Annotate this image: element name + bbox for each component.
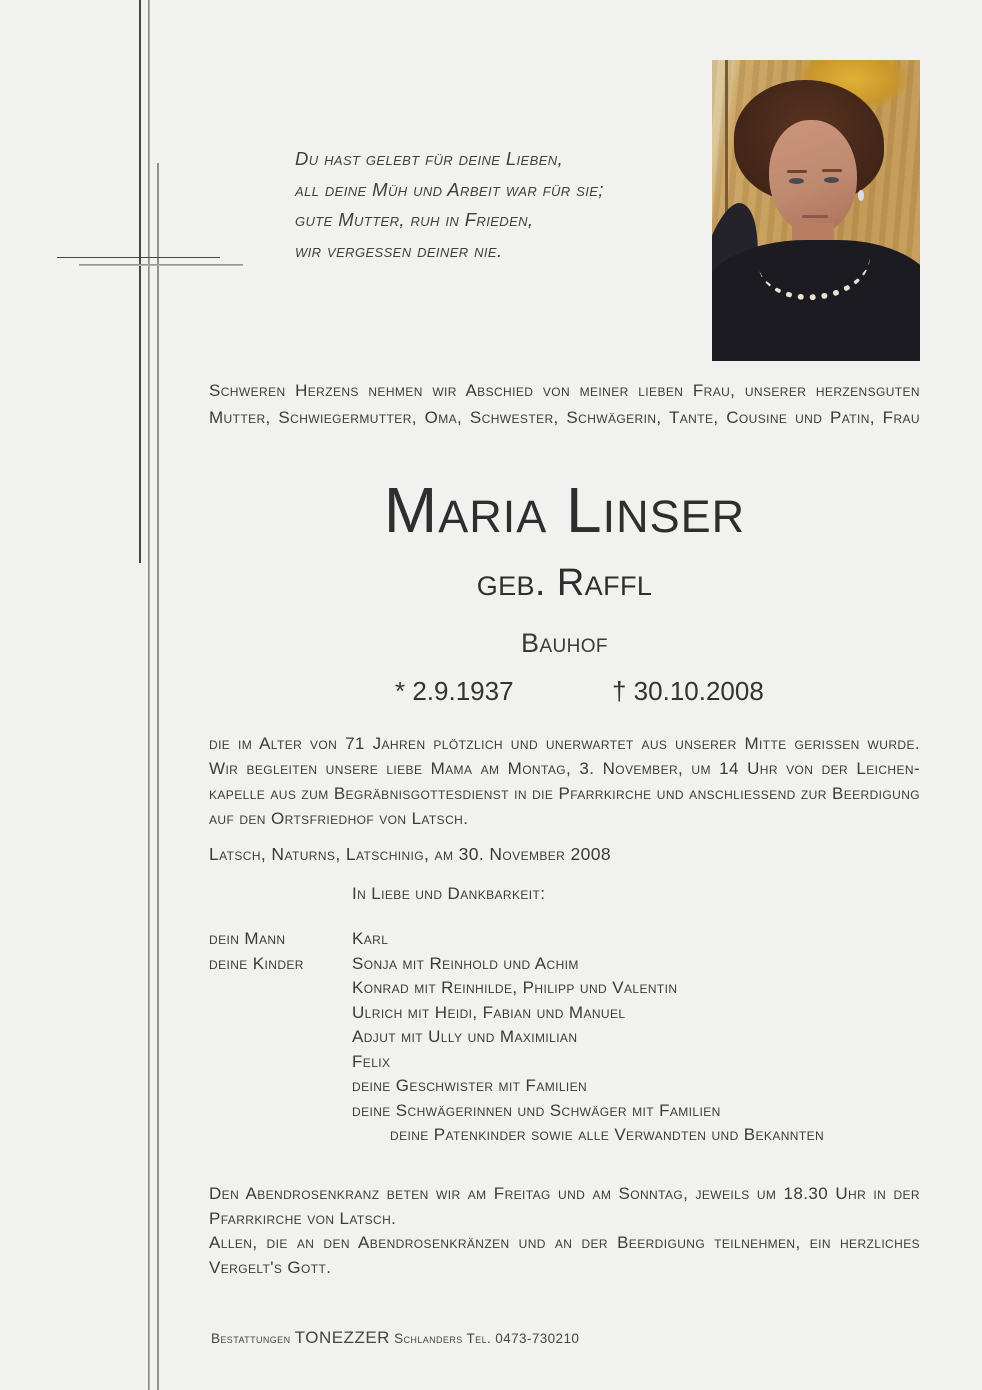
house-name: Bauhof — [521, 628, 608, 658]
announcement-line-2: Wir begleiten unsere liebe Mama am Montag, 3. November, um 14 Uhr von der Leichen- — [209, 759, 920, 778]
funeral-home-name: TONEZZER — [294, 1328, 390, 1347]
mourner-row — [209, 976, 920, 1001]
mourner-label — [209, 1025, 352, 1050]
photo-left-eye — [789, 178, 804, 184]
closing-line: In Liebe und Dankbarkeit: — [352, 884, 546, 903]
notice-line-2: Pfarrkirche von Latsch. — [209, 1208, 397, 1228]
deceased-name-block — [209, 474, 920, 658]
cross-vertical-line-dark — [139, 0, 141, 563]
mourner-label — [209, 1050, 352, 1075]
verse-line-4: wir vergessen deiner nie. — [295, 239, 503, 261]
notice-line-1: Den Abendrosenkranz beten wir am Freitag und am Sonntag, jeweils um 18.30 Uhr in der — [209, 1184, 920, 1203]
intro-text — [209, 377, 920, 431]
mourner-value: Ulrich mit Heidi, Fabian und Manuel — [352, 1002, 626, 1022]
photo-earring — [858, 190, 864, 201]
place-date-line: Latsch, Naturns, Latschinig, am 30. November 2008 — [209, 844, 612, 864]
photo-right-eyebrow — [822, 169, 842, 172]
maiden-name: geb. Raffl — [476, 562, 653, 604]
mourner-row — [209, 952, 920, 977]
announcement-line-1: die im Alter von 71 Jahren plötzlich und unerwartet aus unserer Mitte gerissen wurde. — [209, 734, 920, 753]
mourner-row — [209, 1050, 920, 1075]
announcement-line-3: kapelle aus zum Begräbnisgottesdienst in die Pfarrkirche und anschliessend zur Beerdigung — [209, 784, 920, 803]
mourner-value: deine Schwägerinnen und Schwäger mit Familien — [352, 1100, 721, 1120]
notice-line-3: Allen, die an den Abendrosenkränzen und an der Beerdigung teilnehmen, ein herzliches — [209, 1233, 920, 1252]
verse-line-2: all deine Müh und Arbeit war für sie; — [295, 178, 604, 200]
mourner-value: Karl — [352, 929, 389, 948]
mourner-label — [209, 1001, 352, 1026]
mourner-label — [209, 1074, 352, 1099]
memorial-verse — [295, 144, 604, 266]
mourner-label — [209, 1099, 352, 1124]
mourner-row — [209, 1123, 920, 1148]
intro-line-2: Mutter, Schwiegermutter, Oma, Schwester, Schwägerin, Tante, Cousine und Patin, Frau — [209, 408, 920, 427]
intro-line-1: Schweren Herzens nehmen wir Abschied von meiner lieben Frau, unserer herzensguten — [209, 381, 920, 400]
mourner-value: Konrad mit Reinhilde, Philipp und Valentin — [352, 978, 678, 997]
mourner-value: deine Patenkinder sowie alle Verwandten und Bekannten — [390, 1125, 825, 1144]
photo-mouth — [802, 215, 828, 218]
mourners-list — [209, 927, 920, 1148]
portrait-photo — [712, 60, 920, 361]
birth-date: * 2.9.1937 — [395, 676, 514, 706]
mourner-label: dein Mann — [209, 929, 286, 948]
mourner-row — [209, 1074, 920, 1099]
announcement-line-4: auf den Ortsfriedhof von Latsch. — [209, 809, 469, 828]
funeral-home-contact: Schlanders Tel. 0473-730210 — [394, 1331, 580, 1346]
deceased-name: Maria Linser — [383, 474, 746, 546]
death-date: † 30.10.2008 — [612, 676, 764, 706]
mourner-row — [209, 1001, 920, 1026]
mourner-row — [209, 927, 920, 952]
mourner-row — [209, 1099, 920, 1124]
mourner-value: deine Geschwister mit Familien — [352, 1076, 588, 1095]
funeral-home-line — [211, 1328, 579, 1349]
photo-left-eyebrow — [787, 170, 807, 173]
cross-vertical-line-gray-short — [157, 163, 159, 1390]
mourner-row — [209, 1025, 920, 1050]
cross-vertical-line-gray-long — [148, 0, 151, 1390]
notice-line-4: Vergelt's Gott. — [209, 1257, 332, 1277]
photo-right-eye — [824, 177, 839, 183]
verse-line-1: Du hast gelebt für deine Lieben, — [295, 148, 564, 169]
mourner-label: deine Kinder — [209, 953, 304, 973]
funeral-announcement — [209, 731, 920, 831]
verse-line-3: gute Mutter, ruh in Frieden, — [295, 209, 534, 230]
mourner-label — [209, 1123, 352, 1148]
mourner-label — [209, 976, 352, 1001]
mourner-value: Adjut mit Ully und Maximilian — [352, 1027, 578, 1046]
cross-horizontal-line-gray — [79, 264, 243, 266]
funeral-home-prefix: Bestattungen — [211, 1331, 291, 1346]
rosary-notice — [209, 1182, 920, 1280]
cross-horizontal-line-dark — [57, 257, 220, 259]
mourner-value: Sonja mit Reinhold und Achim — [352, 953, 579, 973]
mourner-value: Felix — [352, 1051, 391, 1071]
